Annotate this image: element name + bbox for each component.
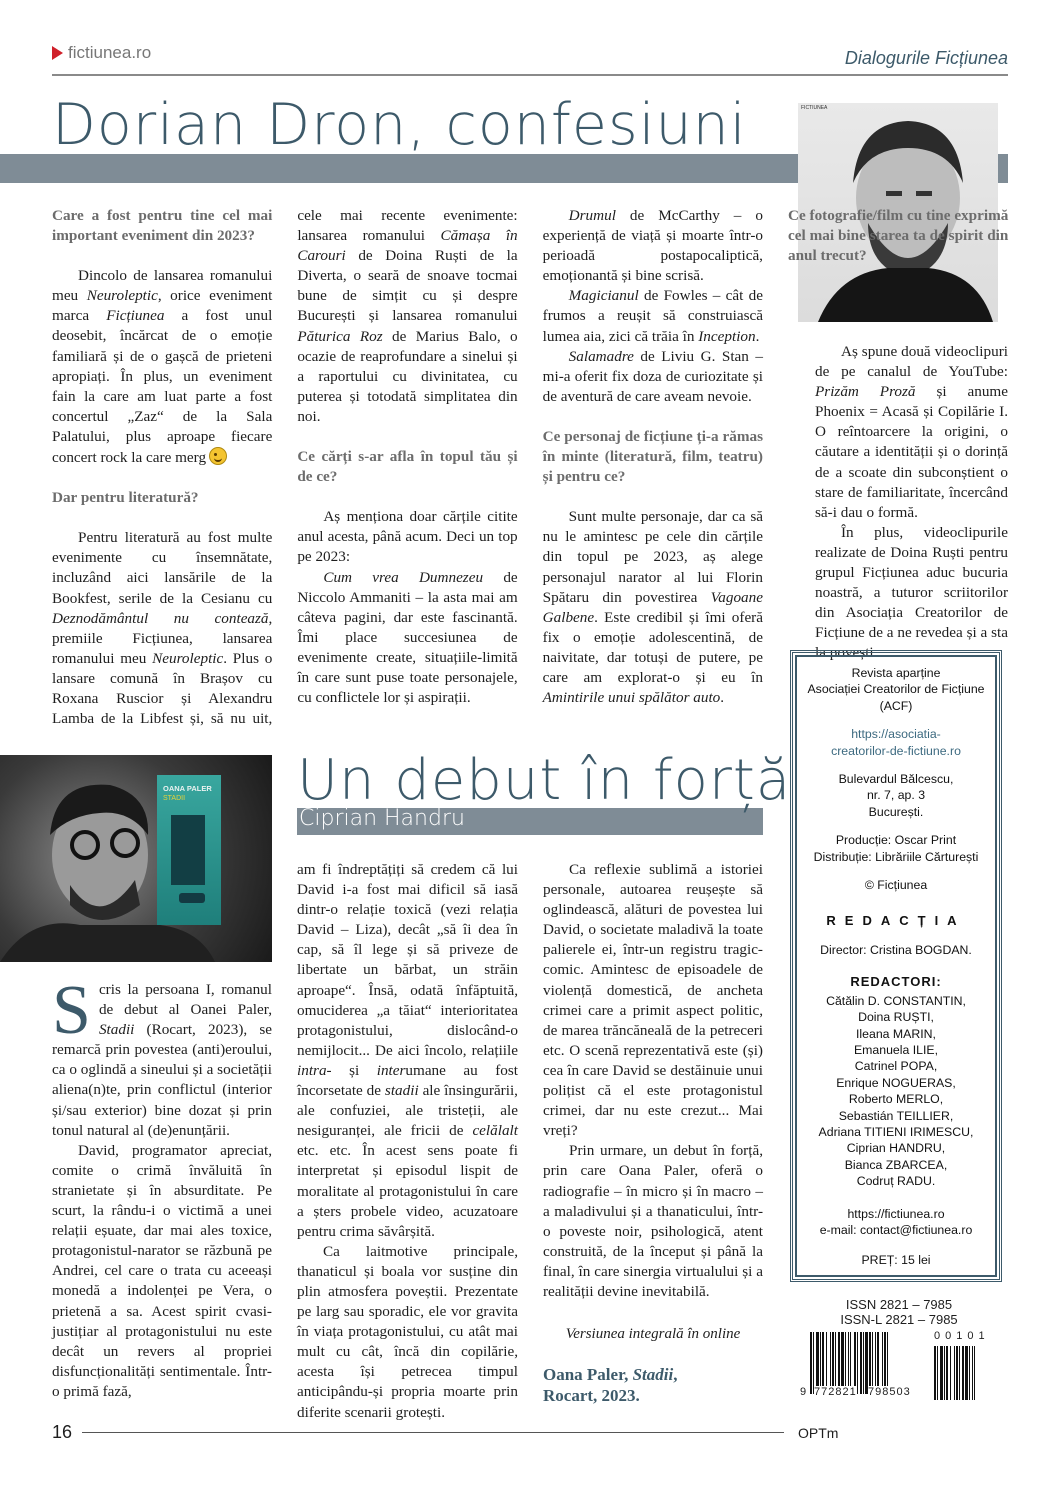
text-run: de Marius Balo, o ocazie de reaprofundare a sinelui și a raportului cu divinitatea, cu puterea și totodată simplitatea din noi. [297, 327, 518, 425]
editor-name: Adriana TITIENI IRIMESCU, [818, 1124, 974, 1139]
barcode-digits-right: 798503 [868, 1386, 911, 1398]
issn-l: ISSN-L 2821 – 7985 [840, 1312, 958, 1327]
barcode-bar [882, 1332, 883, 1394]
text-run: , premiile Ficțiunea, lansarea romanului meu [52, 609, 273, 667]
site-link[interactable]: https://fictiunea.ro [847, 1206, 945, 1221]
barcode-bar [816, 1332, 819, 1394]
text-run: , orice eveniment marca [52, 287, 273, 325]
answer-5-para-1 [815, 342, 1008, 523]
header-rule [52, 74, 1008, 76]
question-1: Care a fost pentru tine cel mai important eveniment din 2023? [52, 207, 273, 245]
barcode-addon-bar [954, 1346, 955, 1400]
question-4: Ce personaj de ficțiune ți-a rămas în minte (literatură, film, teatru) și pentru ce? [542, 427, 763, 486]
text-run: cris la persoana I, romanul de debut al Oanei Paler, [98, 981, 272, 1019]
editor-name: Catrinel POPA, [854, 1059, 938, 1074]
text-run: . Este credibil și îmi oferă fix o emoție adolescentină, de naivitate, dar totuși de putere, pe care am explorat-o și eu în [542, 608, 763, 686]
italic-title: Magicianul [568, 287, 639, 305]
book-cover-author: OANA PALER [163, 784, 212, 793]
question-5: Ce fotografie/film cu tine exprimă cel mai bine starea ta de spirit din anul trecut? [787, 207, 1009, 265]
review-para-2-cont [297, 860, 518, 1242]
text-run: În plus, videoclipurile realizate de Doina Ruști pentru grupul Ficțiunea aduc bucuria noastră, a tuturor scriitorilor din Asociația Creatorilor de Ficțiune de a ne revedea și a sta la povești. [815, 523, 1008, 662]
barcode-bar [841, 1332, 844, 1394]
barcode-bar [872, 1332, 873, 1394]
review-column-3 [543, 860, 763, 1406]
answer-5-column [815, 342, 1008, 664]
barcode-bar [877, 1332, 879, 1394]
barcode-digits-left: 772821 [814, 1386, 857, 1398]
ref-author: Oana Paler, [543, 1365, 633, 1385]
url-line[interactable]: creatorilor-de-fictiune.ro [831, 743, 961, 758]
review-para-5 [543, 1141, 763, 1302]
italic-title: Stadii [98, 1021, 135, 1039]
barcode-bar [884, 1332, 886, 1394]
redactia-heading: REDACȚIA [826, 913, 966, 929]
answer-3-book-4 [543, 347, 763, 407]
text-run: de Niccolo Ammaniti – la asta mai am câteva pagini, dar este fascinantă. Îmi place succesiunea de evenimente create, situațiile-limită în care sunt puse toate personajele, cu conflictele lor și aspirații. [297, 568, 518, 707]
italic-title: intra [297, 1061, 327, 1079]
barcode-bar [813, 1332, 814, 1394]
footer-rule [82, 1432, 784, 1433]
text-run: Aș menționa doar cărțile citite anul acesta, până acum. Deci un top pe 2023: [297, 508, 518, 566]
italic-title: inter [376, 1061, 406, 1079]
ref-publisher: Rocart, 2023. [543, 1386, 640, 1406]
barcode-bar [826, 1332, 827, 1394]
barcode-addon-bar [959, 1346, 960, 1400]
barcode-bar [832, 1332, 834, 1394]
address-line: Bulevardul Bălcescu, [838, 772, 954, 787]
barcode-bar [875, 1332, 876, 1394]
ref-title: Stadii [632, 1365, 674, 1385]
italic-title: Cum vrea Dumnezeu [323, 568, 484, 586]
barcode-bar [848, 1332, 849, 1394]
answer-3-book-2 [543, 206, 763, 286]
book-cover [157, 775, 221, 925]
answer-1 [52, 266, 272, 468]
barcode-addon-bar [972, 1346, 973, 1400]
italic-title: celălalt [472, 1122, 518, 1140]
editors-list [793, 993, 999, 1190]
owner-info [793, 665, 999, 714]
director: Director: Cristina BOGDAN. [820, 942, 972, 957]
editor-name: Cătălin D. CONSTANTIN, [826, 993, 966, 1008]
text-run: Pentru literatură au fost multe evenimente cu însemnătate, incluzând aici lansările de la Bookfest, serile de la Cesianu cu [52, 529, 273, 607]
barcode-bar [860, 1332, 862, 1394]
owner-line: Revista aparține [851, 666, 941, 680]
question-2: Dar pentru literatură? [52, 489, 199, 507]
text-run: - și [326, 1061, 377, 1079]
distribution: Distribuție: Librăriile Cărturești [813, 849, 979, 864]
answer-3-book-3 [543, 286, 763, 346]
italic-title: Prizăm Proză [815, 383, 916, 401]
page-number: 16 [52, 1422, 73, 1442]
photo-watermark: FICTIUNEA [801, 105, 828, 111]
issn-block [790, 1297, 1008, 1327]
answer-5-para-2 [815, 523, 1008, 664]
address [793, 771, 999, 820]
book-reference [543, 1364, 763, 1406]
text-run: Ca laitmotive principale, thanaticul și boala vor susține din plin atmosfera poveștii. Prezentate pe larg sau sporadic, ele vor gravita în viața protagonistului, cu atât mai mult cu cât, încă din copilărie, acesta își petrecea timpul anticipându-și propria moarte prin diferite scenarii grotești. [297, 1242, 518, 1421]
review-photo [0, 755, 272, 962]
editor-name: Bianca ZBARCEA, [844, 1157, 948, 1172]
price: PREȚ: 15 lei [861, 1253, 931, 1268]
text-run: . [720, 689, 725, 707]
text-run: etc. etc. În acest sens poate fi interpretat și episodul lispit de moralitate al protagonistului în care a șters probele video, acuzatoare pentru crima săvârșită. [297, 1142, 518, 1240]
section-title: Dialogurile Ficțiunea [844, 48, 1008, 68]
barcode-bar [863, 1332, 864, 1394]
text-run: și anume Phoenix = Acasă și Copilărie I. O reîntoarcere la origini, o căutare a identității și o dorință de a scoate din subconștient o stare de familiaritate, încercând să-i dau o formă. [815, 383, 1008, 521]
barcode-addon-bar [950, 1346, 951, 1400]
editor-name: Roberto MERLO, [848, 1092, 944, 1107]
italic-title: Cămașa în Carouri [297, 227, 518, 265]
address-line: nr. 7, ap. 3 [866, 788, 926, 803]
review-para-1 [52, 972, 272, 1141]
page-footer [52, 1422, 1008, 1443]
barcode-addon: 00101 [934, 1330, 990, 1342]
magazine-name: OPTm [798, 1424, 839, 1441]
barcode-addon-bar [962, 1346, 964, 1400]
italic-title: Neuroleptic [152, 649, 224, 667]
review-para-4 [543, 860, 763, 1141]
url-line[interactable]: https://asociatia- [851, 727, 941, 742]
owner-line: Asociației Creatorilor de Ficțiune [807, 682, 985, 697]
italic-title: Neuroleptic [86, 287, 158, 305]
editor-name: Emanuela ILIE, [853, 1042, 939, 1057]
italic-title: Salamadre [568, 347, 634, 365]
text-run: de Doina Ruști de la Diverta, o seară de snoave tocmai bune de simțit cu și despre București și lansarea romanului [297, 247, 518, 325]
text-run: de Liviu G. Stan – mi-a oferit fix doza de curiozitate și de aventură de care aveam nevoie. [542, 347, 763, 405]
site-header [52, 43, 151, 63]
text-run: Aș spune două videoclipuri de pe canalul de YouTube: [815, 343, 1008, 381]
barcode-bar [857, 1332, 858, 1394]
text-run: . [755, 327, 760, 345]
barcode-addon-bar [965, 1346, 968, 1400]
barcode-bar [865, 1332, 868, 1394]
barcode-addon-bar [956, 1346, 958, 1400]
text-run: (Rocart, 2023), se remarcă prin povestea (anti)eroului, ca o oglindă a sineului și a societății aliena(n)te, prin conflictul (interior și/sau exterior) bine dozat și prin tonul natural al (de)enunțării. [52, 1021, 272, 1139]
address-line: București. [868, 804, 924, 819]
site-name[interactable]: fictiunea.ro [68, 43, 152, 62]
italic-title: Drumul [568, 207, 616, 224]
text-run: David, programator apreciat, comite o crimă învăluită în stranietate și în absurditate. Pe scurt, la rându-i o victimă a unei relații eșuate, dar mai ales toxice, protagonistul-narator se răzbună pe Andrei, cel care o trata cu aceeași monedă a indolenței pe Vera, o prietenă a sa. Acest spirit cvasi-justițiar al protagonistului nu este decât un revers al propriei disfuncționalități sentimentale. Într-o primă fază, [52, 1141, 272, 1400]
barcode-addon-bar [934, 1346, 936, 1400]
text-run: de Fowles – cât de frumos a reușit să construiască lumea aia, zici că trăia în [542, 287, 763, 345]
text-run: . Plus o lansare comună în Brașov cu Roxana Ruscior și Alexandru Lamba de la Libfest și, să nu uit, cele mai recente evenimente: lansarea romanului [52, 207, 518, 728]
barcode-addon-bar [940, 1346, 943, 1400]
barcode [800, 1330, 1000, 1400]
text-run: Ca reflexie sublimă a istoriei personale, autoarea reușește să oglindească, alături de povestea lui David, o societate maladivă la toate palierele ei, într-un registru tragic-comic. Amintesc de episoadele de violență domestică, de ancheta crimei care a primit aspect politic, de marea trăncăneală de la petreceri etc. O scenă reprezentativă este (și) cea în care David se destăinuie unui polițist că el este protagonistul crimei, dar nu este crezut... Mai vreți? [543, 861, 763, 1140]
barcode-bar [835, 1332, 836, 1394]
book-cover-title: STADII [163, 795, 186, 802]
article-title: Dorian Dron, confesiuni [52, 92, 747, 158]
text-run: umane au fost încorsetate de [297, 1061, 518, 1100]
review-column-2 [297, 860, 518, 1423]
text-run: am fi îndreptățiți să credem că lui David i-a fost mai dificil să iasă dintr-o relație toxică (vezi relația David – Liza), decât „să îi dea în cap, să îl lege și să priveze de libertate un bărbat, un străin aproape“. Însă, odată înfăptuită, omuciderea „a tăiat“ interioritatea protagonistului, dislocând-o nemijlocit... De aici încolo, relațiile [297, 861, 518, 1059]
italic-title: Amintirile unui spălător auto [542, 689, 721, 707]
text-run: Sunt multe personaje, dar ca să nu le amintesc pe cele din cărțile din topul pe 2023, aș alege personajul narator al lui Florin Spătaru din povestirea [542, 508, 763, 606]
copyright: © Ficțiunea [864, 878, 928, 893]
author-portrait-illustration [0, 755, 272, 962]
barcode-bar [845, 1332, 846, 1394]
italic-title: stadii [384, 1082, 419, 1100]
editor-name: Sebastián TEILLIER, [838, 1108, 954, 1123]
drop-cap: S [52, 972, 91, 1049]
text-run: de McCarthy – o experiență de viață și moarte într-o perioadă postapocaliptică, emoționantă și bine scrisă. [542, 207, 763, 285]
association-link[interactable] [793, 726, 999, 759]
barcode-bar [810, 1332, 812, 1394]
text-run: Prin urmare, un debut în forță, prin care Oana Paler, oferă o radiografie – în micro și în macro – a maladivului și a thanaticului, într-o poveste noir, psihologică, atent construită, de la început și până la final, în care sinergia virtualului și a realității devine inevitabilă. [543, 1142, 763, 1300]
review-author: Ciprian Handru [299, 806, 465, 831]
email-link[interactable]: e-mail: contact@fictiunea.ro [819, 1222, 973, 1237]
barcode-addon-bar [946, 1346, 948, 1400]
italic-title: Ficțiunea [106, 307, 165, 325]
ref-comma: , [673, 1365, 678, 1385]
editor-name: Ciprian HANDRU, [846, 1141, 946, 1156]
italic-title: Păturica Roz [297, 327, 383, 345]
barcode-bar [854, 1332, 856, 1394]
question-3: Ce cărți s-ar afla în topul tău și de ce? [297, 448, 518, 486]
barcode-digit-lead: 9 [800, 1386, 807, 1398]
review-para-3 [297, 1242, 518, 1423]
triangle-marker-icon [52, 46, 63, 60]
editor-name: Ileana MARIN, [856, 1026, 936, 1041]
answer-4 [543, 507, 763, 708]
barcode-addon-bar [974, 1346, 975, 1400]
barcode-addon-bar [969, 1346, 970, 1400]
italic-title: Vagoane Galbene [542, 588, 763, 626]
owner-line: (ACF) [879, 698, 913, 713]
online-note[interactable]: Versiunea integrală în online [565, 1326, 741, 1343]
editor-name: Codruț RADU. [856, 1174, 936, 1189]
text-run: Dincolo de lansarea romanului meu [52, 267, 273, 305]
review-column-1 [52, 972, 272, 1402]
issn: ISSN 2821 – 7985 [845, 1297, 953, 1312]
production-info [793, 832, 999, 865]
barcode-bar [820, 1332, 821, 1394]
barcode-bar [822, 1332, 824, 1394]
wink-emoji-icon [209, 447, 227, 465]
barcode-bar [869, 1332, 871, 1394]
barcode-bar [838, 1332, 840, 1394]
text-run: a fost unul deosebit, încărcat de o emoție familiară și de o gașcă de prieteni apropiați. În plus, un eveniment fain la care am luat parte a fost concertul „Zaz“ de la Sala Palatului, plus aproape fiecare concert rock la care merg [52, 307, 273, 467]
colophon-box [790, 650, 1002, 1282]
barcode-bar [850, 1332, 851, 1394]
text-run: ale însingurării, ale confuziei, ale tristeții, ale nesiguranței, ale fricii de [297, 1082, 518, 1140]
answer-3-intro [297, 507, 517, 567]
barcode-addon-bar [944, 1346, 945, 1400]
editor-name: Enrique NOGUERAS, [836, 1075, 956, 1090]
answer-3-book-1 [297, 568, 517, 709]
production: Producție: Oscar Print [835, 833, 957, 848]
review-title: Un debut în forță [297, 748, 792, 813]
barcode-bar [830, 1332, 831, 1394]
editor-name: Doina RUȘTI, [858, 1010, 934, 1025]
italic-title: Inception [698, 327, 756, 345]
italic-title: Deznodământul nu contează [52, 609, 269, 627]
barcode-bar [887, 1332, 888, 1394]
barcode-addon-bar [937, 1346, 938, 1400]
editors-heading: REDACTORI: [850, 974, 942, 990]
review-para-2 [52, 1141, 272, 1402]
